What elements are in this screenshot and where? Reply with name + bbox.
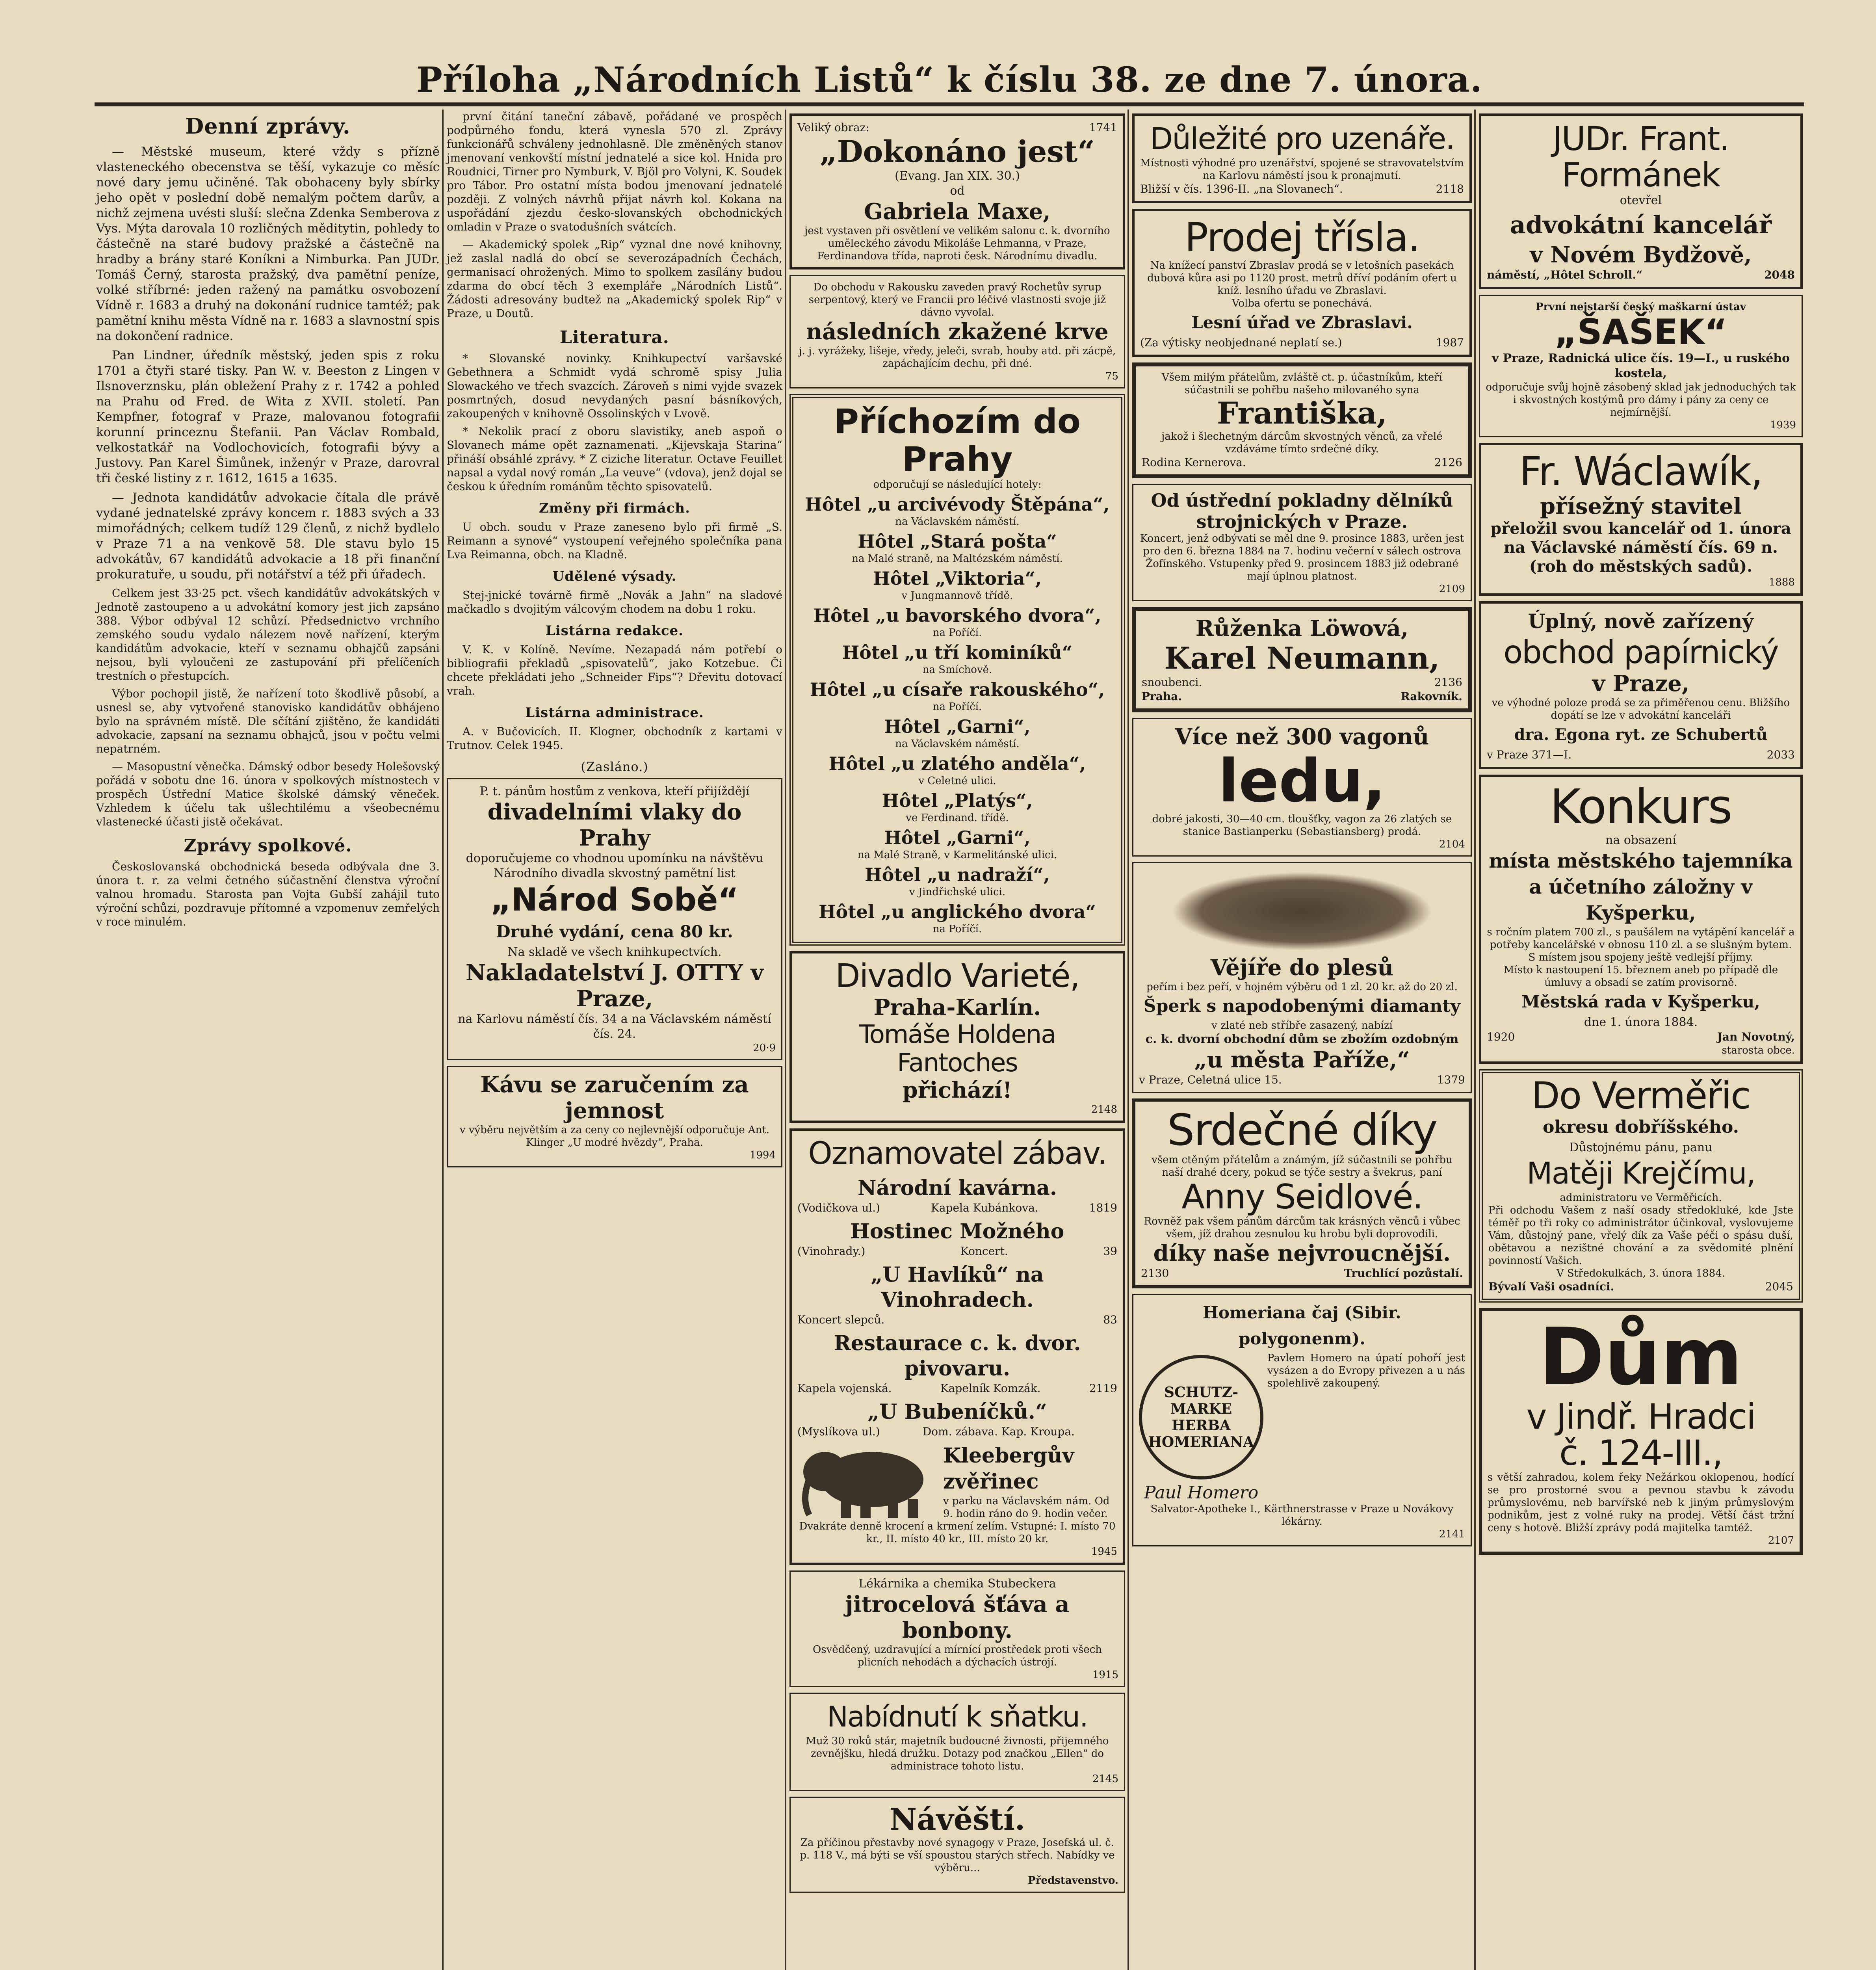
hotel-name: Hôtel „Platýs“, xyxy=(882,790,1033,811)
ad-text: v Praze, Celetná ulice 15. xyxy=(1139,1073,1282,1086)
article-paragraph: — Akademický spolek „Rip“ vyznal dne nové knihovny, jež zaslal nadlá do obcí se severozápadních Čechách, germanisací ohrožených. Mimo to spolkem zasílány budou zdarma do obcí těch 3 exempláře „Národních Listů“. Žádosti adresovány budtež na „Akademický spolek Rip“ v Praze, u Doutů. xyxy=(447,238,782,320)
article-paragraph: * Slovanské novinky. Knihkupectví varšavské Gebethnera a Schmidt vydá schromě spisy Julia Slowackého ve třech svazcích. Zároveň s nimi vyjde svazek posmrtných, dosud nevydaných pasní básníkových, zakoupených v knihovně Ossolinských v Lvově. xyxy=(447,352,782,420)
fan-illustration xyxy=(1172,872,1432,951)
article-paragraph: — Městské museum, které vždy s přízně vlasteneckého obecenstva se těší, vykazuje co měsíc nové dary jemu učiněné. Tak obohaceny byly sbírky jeho opět v poslední době nemalým počtem darův, a nichž zejmena uvésti sluší: slečna Zdenka Semberova z Vys. Mýta darovala 10 rozličných měditytin, pohledy to částečně na staré budovy pražské a částečně na hradby a brány staré Koníkni a Nimburka. Pan JUDr. Tomáš Černý, starosta pražský, dva pamětní peníze, volké stříbrné: jeden ražený na památku osvobození Vídně r. 1683 a druhý na dokonání rudnice tamtéž; pak pamětní knihu města Vídně na r. 1683 a slavnostní spis na dokončení radnice. xyxy=(96,145,440,343)
hotel-name: Hôtel „Garni“, xyxy=(884,716,1031,737)
ad-text: dobré jakosti, 30—40 cm. tloušťky, vagon za 26 zlatých se stanice Bastianperku (Sebastiansberg) prodá. xyxy=(1152,813,1452,838)
venue-name: Národní kavárna. xyxy=(858,1176,1057,1200)
ad-number: 2141 xyxy=(1439,1528,1465,1540)
ad-dik-frantisek xyxy=(1132,362,1472,478)
ad-sirup xyxy=(789,275,1125,388)
ad-number: 1741 xyxy=(1089,121,1117,134)
venue-num: 83 xyxy=(1103,1313,1117,1326)
ad-variete xyxy=(789,951,1125,1123)
venue-left: Kapela vojenská. xyxy=(797,1382,892,1395)
ad-sasek xyxy=(1479,295,1803,437)
ad-number: 2126 xyxy=(1434,456,1462,469)
venue-right: Kapela Kubánkova. xyxy=(931,1201,1038,1214)
ad-uzenar xyxy=(1132,113,1472,203)
ad-text: Praha-Karlín. xyxy=(873,994,1041,1020)
ad-text: Místnosti výhodné pro uzenářství, spojené se stravovatelstvím na Karlovu náměstí jsou k pronajmutí. xyxy=(1140,157,1464,182)
venue-left: (Vinohrady.) xyxy=(797,1245,866,1258)
hotel-name: Hôtel „u tří kominíků“ xyxy=(842,642,1073,663)
ad-number: 1915 xyxy=(1092,1669,1118,1681)
ad-text: Místo k nastoupení 15. březnem aneb po případě dle úmluvy a obsadí se zatím provisorně. xyxy=(1503,964,1778,989)
ad-text: (Za výtisky neobjednané neplatí se.) xyxy=(1140,336,1342,349)
ad-zasnubeni xyxy=(1132,607,1472,712)
zaslano-label: (Zasláno.) xyxy=(581,759,648,774)
ad-text: Rodina Kernerova. xyxy=(1142,456,1246,469)
article-paragraph: první čitání taneční zábavě, pořádané ve prospěch podpůrného fondu, která vynesla 570 zl. Zprávy funkcionářů schváleny jednohlasně. Dle změněných stanov jmenovaní venkovští místní jednatelé a sice kol. Hnida pro Roudnici, Tirner pro Nymburk, V. Bjöl pro Volyni, K. Soudek pro Tábor. Pro ostatní místa bodou jmenovaní jednatelé později. Z volných návrhů přijat návrh kol. Kokana na uspořádání zjezdu česko-slovanských obchodnických omladin v Praze o svatodušních svátcích. xyxy=(447,110,782,233)
column-rule xyxy=(1474,110,1476,1970)
ad-text: Druhé vydání, cena 80 kr. xyxy=(496,922,733,941)
venue-details xyxy=(797,1313,1117,1327)
column-rule xyxy=(785,110,786,1970)
hotel-name: Hôtel „u bavorského dvora“, xyxy=(813,605,1101,626)
ad-stubecker xyxy=(789,1570,1125,1687)
ad-text: jakož i šlechetným dárcům skvostných věnců, za vřelé vzdáváme tímto srdečné díky. xyxy=(1161,431,1443,455)
section-heading: Listárna redakce. xyxy=(545,623,684,639)
article-paragraph: Celkem jest 33·25 pct. všech kandidátův advokátských v Jednotě zastoupeno a u advokátní komory jest jich zapsáno 388. Výbor odbýval 12 schůzí. Předsednictvo vrchního zemského soudu vydalo nálezem nově nařízení, kterým kandidátům advokacie, kteří v seznamu obhajčů zapsáni nejsou, byli vyloučeni ze zastupování při přelíčeních trestních o přestupcích. xyxy=(96,587,440,682)
hotel-address: v Celetné ulici. xyxy=(918,775,996,787)
ad-headline: Homeriana čaj (Sibir. polygonenm). xyxy=(1203,1303,1401,1348)
ad-text: j. j. vyrážeky, lišeje, vředy, jeleči, svrab, houby atd. při zácpě, zapáchajícím dechu, při dné. xyxy=(799,345,1116,370)
ad-waclawik xyxy=(1479,443,1803,596)
hotel-address: na Václavském náměstí. xyxy=(895,738,1020,750)
ad-oznamovatel xyxy=(789,1128,1125,1565)
ad-headline: „u města Paříže,“ xyxy=(1194,1047,1410,1073)
ad-headline: přichází! xyxy=(902,1077,1012,1103)
venue-details xyxy=(797,1381,1117,1396)
ad-headline: advokátní kancelář xyxy=(1510,210,1772,239)
section-heading: Zprávy spolkové. xyxy=(184,836,352,856)
ad-number: 1920 xyxy=(1487,1030,1515,1043)
venue-name: „U Havlíků“ na Vinohradech. xyxy=(871,1263,1044,1312)
section-heading: Denní zprávy. xyxy=(185,113,351,139)
venue-left: Koncert slepců. xyxy=(797,1313,885,1326)
ad-headline: Konkurs xyxy=(1550,780,1732,834)
ad-konkurs xyxy=(1479,775,1803,1064)
article-paragraph: U obch. soudu v Praze zaneseno bylo při firmě „S. Reimann a synové“ vystoupení veřejného společníka pana Lva Reimanna, obch. na Kladně. xyxy=(447,520,782,561)
article-paragraph: V. K. v Kolíně. Nevíme. Nezapadá nám potřebí o bibliografii překladů „spisovatelů“, jako Kotzebue. Či chcete překládati jeho „Schneider Fips“? Dřevitu dotovací vrah. xyxy=(447,643,782,697)
venue-name: Restaurace c. k. dvor. pivovaru. xyxy=(834,1331,1081,1381)
ad-pokladna xyxy=(1132,484,1472,601)
ad-text: Rakovník. xyxy=(1400,690,1462,703)
ad-text: Bližší v čís. 1396-II. „na Slovanech“. xyxy=(1140,182,1343,195)
ad-text: v Praze, Radnická ulice čís. 19—I., u ruského kostela, xyxy=(1492,351,1790,380)
ad-text: Lékárnika a chemika Stubeckera xyxy=(858,1577,1056,1591)
ad-headline: Růženka Löwová, xyxy=(1195,615,1409,641)
ad-number: 2104 xyxy=(1439,838,1465,850)
hotel-address: na Poříčí. xyxy=(932,701,982,713)
hotel-address: ve Ferdinand. třídě. xyxy=(906,812,1009,824)
ad-text: Bývalí Vaši osadníci. xyxy=(1488,1280,1614,1293)
ad-text: Muž 30 roků stár, majetník budoucné živnosti, přijemného zevnějšku, hledá družku. Dotazy pod značkou „Ellen“ do administrace tohoto listu. xyxy=(806,1735,1109,1772)
ad-headline: Prodej třísla. xyxy=(1184,214,1420,260)
ad-text: v parku na Václavském nám. Od 9. hodin ráno do 9. hodin večer. xyxy=(943,1495,1110,1520)
article-paragraph: * Nekolik prací z oboru slavistiky, aneb aspoň o Slovanech máme opět zaznamenati. „Kijevskaja Starina“ přináší obsáhlé zprávy. * Z ciziche literatur. Octave Feuillet napsal a vydal nový román „La veuve“ (vdova), jenž dojal se českou k úředním románům těchto spisovatelů. xyxy=(447,425,782,493)
venue-list xyxy=(797,1176,1117,1439)
venue-left: (Myslíkova ul.) xyxy=(797,1425,880,1438)
ad-text: Na knížecí panství Zbraslav prodá se v letošních pasekách dubová kůra asi po 1120 prost. metrů dříví podáním ofert u kníž. lesního úřadu ve Zbraslavi. xyxy=(1147,260,1457,297)
section-heading: Listárna administrace. xyxy=(525,705,704,721)
ad-number: 2045 xyxy=(1765,1280,1793,1293)
ad-led xyxy=(1132,718,1472,857)
ad-text: doporučujeme co vhodnou upomínku na návštěvu Národního divadla skvostný pamětní list xyxy=(466,851,763,880)
ad-text: dne 1. února 1884. xyxy=(1584,1015,1698,1029)
ad-headline: Důležité pro uzenáře. xyxy=(1150,121,1454,156)
ad-text: Pavlem Homero na úpatí pohoří jest vysázen a do Evropy přivezen a u nás spolehlivě zakoupený. xyxy=(1267,1352,1465,1389)
ad-snatek xyxy=(789,1693,1125,1791)
section-heading: Změny při firmách. xyxy=(539,500,690,516)
ad-text: Osvědčený, uzdravující a mírnící prostředek proti všech plicních nehodách a dýchacích ústrojí. xyxy=(812,1644,1102,1668)
ad-text: odporučuje svůj hojně zásobený sklad jak jednoduchých tak i skvostných kostýmů pro dámy i pány za ceny ce nejmírnější. xyxy=(1486,381,1796,418)
ad-headline: Divadlo Varieté, xyxy=(835,957,1079,995)
ad-number: 1379 xyxy=(1437,1073,1465,1086)
hotel-name: Hôtel „u nadraží“, xyxy=(865,864,1050,885)
ad-text: Dvakráte denně krocení a krmení zelím. Vstupné: I. místo 70 kr., II. místo 40 kr., III. místo 20 kr. xyxy=(799,1520,1116,1545)
ad-text: ve výhodné poloze prodá se za přiměřenou cenu. Bližšího dopátí se lze v advokátní kanceláři xyxy=(1492,697,1790,721)
venue-num: 39 xyxy=(1103,1245,1117,1258)
article-paragraph: A. v Bučovicích. II. Klogner, obchodník z kartami v Trutnov. Celek 1945. xyxy=(447,725,782,752)
ad-number: 1939 xyxy=(1770,419,1796,431)
ad-text: Volba ofertu se ponechává. xyxy=(1231,297,1372,309)
ad-headline: přeložil svou kancelář od 1. února na Václavské náměstí čís. 69 n. (roh do městských sadů). xyxy=(1490,519,1791,576)
ad-prichozim xyxy=(789,394,1125,946)
ad-vermeric xyxy=(1479,1069,1803,1303)
ad-headline: Matěji Krejčímu, xyxy=(1527,1156,1755,1191)
column-ads-hotels xyxy=(788,110,1127,1970)
article-paragraph: Výbor pochopil jistě, že nařízení toto škodlivě působí, a usnesl se, aby vytvořené stanovisko kandidátův obhájeno bylo na správném místě. Dle sčítání zjištěno, že kandidáti advokacie, zapsaní na seznamu obhajců, jsou v počtu velmi nepatrném. xyxy=(96,687,440,755)
ad-number: 2033 xyxy=(1766,748,1795,761)
ad-text: odporučují se následující hotely: xyxy=(873,479,1042,491)
article-paragraph: Českoslovanská obchodnická beseda odbývala dne 3. února t. r. za velmi četného súčastnění členstva výroční valnou hromadu. Starosta pan Vojta Gubší zahájil tuto výroční schůzi, pozdravuje přítomné a vzpomenuv zemřelých v roce minulém. xyxy=(96,860,440,928)
hotel-name: Hôtel „Stará pošta“ xyxy=(858,531,1057,552)
ad-text: přísežný stavitel xyxy=(1540,493,1742,519)
ad-text: Do obchodu v Rakousku zaveden pravý Rochetův syrup serpentový, který ve Francii pro léčivé vlastnosti svoje již dávno vyvolal. xyxy=(808,281,1106,318)
ad-number: 1987 xyxy=(1436,336,1464,349)
ad-headline: Lesní úřad ve Zbraslavi. xyxy=(1191,313,1413,332)
ad-headline: Nakladatelství J. OTTY v Praze, xyxy=(465,960,764,1012)
ad-text: Praha. xyxy=(1142,690,1182,703)
ad-text: První nejstarší český maškarní ústav xyxy=(1536,301,1746,313)
hotel-list xyxy=(799,493,1116,935)
ad-text: administratoru ve Verměřicích. xyxy=(1560,1192,1722,1204)
ad-text: Truchlící pozůstalí. xyxy=(1344,1267,1463,1280)
ad-text: v Praze 371—I. xyxy=(1487,748,1572,761)
ad-headline: Fr. Wáclawík, xyxy=(1519,448,1763,494)
ad-number: 75 xyxy=(1105,370,1118,382)
ad-headline: následních zkažené krve xyxy=(806,319,1109,345)
hotel-name: Hôtel „Viktoria“, xyxy=(873,568,1042,589)
article-paragraph: — Masopustní věnečka. Dámský odbor besedy Holešovský pořádá v sobotu dne 16. února v spolkových místnostech v prospěch Ústřední Matice školské dámský věneček. Vzhledem k účelu tak ušlechtilému a všeobecnému vlastenecké účasti jistě očekávat. xyxy=(96,760,440,828)
ad-headline: JUDr. Frant. Formánek xyxy=(1552,119,1729,194)
hotel-name: Hôtel „u arcivévody Štěpána“, xyxy=(805,494,1110,515)
ad-text: okresu dobříšského. xyxy=(1543,1117,1739,1137)
ad-headline: divadelními vlaky do Prahy xyxy=(487,799,742,851)
ad-text: Všem milým přátelům, zvláště ct. p. účastníkům, kteří súčastnili se pohřbu našeho milovaného syna xyxy=(1161,372,1442,396)
ad-text: náměstí, „Hôtel Schroll.“ xyxy=(1487,268,1643,281)
ad-headline: „Dokonáno jest“ xyxy=(819,134,1095,169)
hotel-name: Hôtel „u anglického dvora“ xyxy=(819,901,1096,922)
ad-headline: Kávu se zaručením za jemnost xyxy=(480,1072,749,1124)
hotel-address: na Malé straně, na Maltézském náměstí. xyxy=(852,553,1063,565)
ad-text: otevřel xyxy=(1620,193,1662,207)
ad-headline: ledu, xyxy=(1218,747,1386,816)
section-heading: Udělené výsady. xyxy=(552,569,677,584)
article-paragraph: — Jednota kandidátův advokacie čítala dle právě vydané jednatelské zprávy koncem r. 1883 svých a 33 mimořádných; celkem tudíž 129 členů, z nichž bydlelo v Praze 71 a na venkově 58. Dle stavu bylo 15 advokátův, 67 kandidátů advokacie a 18 při finanční prokuratuře, u soudu, při notářství a též při úřadech. xyxy=(96,491,440,582)
ad-text: snoubenci. xyxy=(1142,676,1202,689)
ad-number: 2145 xyxy=(1092,1773,1118,1785)
hotel-address: v Jungmannově třídě. xyxy=(901,590,1013,602)
venue-left: (Vodičkova ul.) xyxy=(797,1201,880,1214)
ad-headline: Františka, xyxy=(1217,396,1387,431)
ad-dokonano xyxy=(789,113,1125,269)
ad-headline: v Praze, xyxy=(1592,671,1690,697)
ad-number: 1945 xyxy=(1091,1546,1117,1557)
ad-headline: Vějíře do plesů xyxy=(1210,955,1394,981)
ad-headline: Karel Neumann, xyxy=(1164,641,1440,676)
ad-headline: místa městského tajemníka a účetního záložny v Kyšperku, xyxy=(1489,849,1793,924)
venue-name: Hostinec Možného xyxy=(850,1219,1064,1243)
ad-number: 2109 xyxy=(1439,583,1465,595)
ad-text: (Evang. Jan XIX. 30.) xyxy=(895,169,1020,183)
ad-number: 20·9 xyxy=(753,1042,776,1054)
ad-headline: Oznamovatel zábav. xyxy=(808,1136,1107,1171)
ad-headline: „ŠAŠEK“ xyxy=(1554,312,1727,352)
ad-text: na obsazení xyxy=(1605,833,1676,847)
ad-formanek xyxy=(1479,113,1803,289)
ad-kava xyxy=(447,1066,782,1167)
hotel-name: Hôtel „Garni“, xyxy=(884,827,1031,848)
ad-headline: Dům xyxy=(1539,1311,1743,1403)
ad-text: od xyxy=(950,184,965,198)
ad-text: s větší zahradou, kolem řeky Nežárkou oklopenou, hodící se pro prostorné svou a pevnou stavbu k závodu průmyslovému, neb barvířské neb k jiným průmyslovým podnikům, jest z volné ruky na prodej. Větší část tržní ceny s hotově. Bližší zprávy podá majitelka tamtéž. xyxy=(1488,1472,1794,1534)
ad-text: Jan Novotný, xyxy=(1717,1030,1795,1043)
hotel-address: na Poříčí. xyxy=(932,923,982,935)
venue-details xyxy=(797,1425,1117,1439)
ad-text: Při odchodu Vašem z naší osady středokluké, kde Jste téměř po tři roky co administrátor účinkoval, vyslovujeme Vám, důstojný pane, vřelý dík za Vaše péči o spásu duší, obětavou a nezištné chování a za svědomité plnění povinností Vašich. xyxy=(1488,1204,1793,1267)
ad-headline: Srdečné díky xyxy=(1167,1105,1437,1155)
ad-text: starosta obce. xyxy=(1722,1044,1795,1056)
column-daily-news xyxy=(95,110,441,1970)
ad-text: V Středokulkách, 3. února 1884. xyxy=(1556,1267,1726,1279)
ad-text: Veliký obraz: xyxy=(797,121,869,134)
ad-headline: Kleebergův zvěřinec xyxy=(943,1444,1074,1494)
ad-text: Salvator-Apotheke I., Kärthnerstrasse v Praze u Novákovy lékárny. xyxy=(1150,1503,1454,1528)
ad-srdecne-diky xyxy=(1132,1098,1472,1288)
ad-headline: Do Verměřic xyxy=(1531,1074,1750,1117)
ad-number: 1994 xyxy=(749,1149,776,1161)
ad-headline: obchod papírnický xyxy=(1503,634,1778,671)
ad-text: všem ctěným přátelům a známým, jíž súčastnili se pohřbu naší drahé dcery, pokud se týče sestry a švekrus, paní xyxy=(1152,1154,1453,1178)
venue-right: Dom. zábava. Kap. Kroupa. xyxy=(922,1425,1075,1438)
ad-text: Rovněž pak všem pánům dárcům tak krásných věnců i vůbec všem, jíž drahou zesnulou ku hrobu byli doprovodili. xyxy=(1144,1215,1460,1240)
ad-number: 2118 xyxy=(1436,182,1464,195)
ad-headline: dra. Egona ryt. ze Schubertů xyxy=(1514,725,1768,744)
ad-text: na Karlovu náměstí čís. 34 a na Václavském náměstí čís. 24. xyxy=(458,1012,771,1041)
ad-text: Důstojnému pánu, panu xyxy=(1569,1141,1713,1154)
ad-headline: v Novém Bydžově, xyxy=(1530,242,1752,268)
ad-headline: Anny Seidlové. xyxy=(1181,1177,1423,1217)
ad-number: 2130 xyxy=(1141,1267,1169,1280)
hotel-name: Hôtel „u zlatého anděla“, xyxy=(828,753,1086,774)
ad-headline: č. 124-III., xyxy=(1559,1433,1722,1473)
ad-headline: Šperk s napodobenými diamanty xyxy=(1143,996,1461,1016)
ad-headline: Tomáše Holdena Fantoches xyxy=(859,1020,1056,1078)
ad-text: Představenstvo. xyxy=(1028,1875,1118,1886)
article-paragraph: Stej-jnické továrně firmě „Novák a Jahn“ na sladové mačkadlo s dvojitým válcovým chodem na dobu 1 roku. xyxy=(447,589,782,615)
ad-trisla xyxy=(1132,209,1472,357)
ad-number: 2136 xyxy=(1434,676,1462,689)
ad-number: 2107 xyxy=(1768,1535,1794,1546)
venue-details xyxy=(797,1201,1117,1215)
column-news-literature xyxy=(445,110,784,1970)
ad-text: s ročním platem 700 zl., s paušálem na vytápění kancelář a potřeby kancelářské v obnosu 110 zl. a se slušným bytem. S místem jsou spojeny ještě vedlejší příjmy. xyxy=(1487,926,1795,963)
ad-homeriana xyxy=(1132,1294,1472,1546)
ad-number: 2148 xyxy=(1091,1104,1117,1115)
ad-text: Na skladě ve všech knihkupectvích. xyxy=(507,945,722,959)
elephant-illustration xyxy=(797,1444,939,1519)
article-paragraph: Pan Lindner, úředník městský, jeden spis z roku 1701 a čtyři staré tisky. Pan W. v. Beeston z Lingen v Ilsnoverznsku, plán obležení Prahy z r. 1742 a pohled na Prahu od Fred. de Wita z XVII. století. Pan Kempfner, fotograf v Praze, malovanou fotografii korunní princeznu Štefanii. Pan Václav Rombald, velkostatkář na Vodlochovicích, fotografii bývy a Justovy. Pan Karel Šimůnek, inženýr v Praze, darovral tři české listiny z r. 1612, 1615 a 1635. xyxy=(96,348,440,485)
signature: Paul Homero xyxy=(1144,1483,1259,1503)
ad-text: Úplný, nově zařízený xyxy=(1528,610,1754,633)
ad-number: 2048 xyxy=(1764,268,1795,281)
ad-text: jest vystaven při osvětlení ve velikém salonu c. k. dvorního uměleckého závodu Mikoláše Lehmanna, v Praze, Ferdinandova třída, naproti česk. Národnímu divadlu. xyxy=(804,225,1110,262)
column-ads-notices xyxy=(1131,110,1473,1970)
ad-dum xyxy=(1479,1308,1803,1555)
hotel-address: na Václavském náměstí. xyxy=(895,516,1020,528)
ad-headline: Příchozím do Prahy xyxy=(834,402,1081,479)
hotel-address: na Smíchově. xyxy=(922,664,992,676)
ad-text: c. k. dvorní obchodní dům se zbožím ozdobným xyxy=(1145,1032,1459,1046)
ad-text: Koncert, jenž odbývati se měl dne 9. prosince 1883, určen jest pro den 6. března 1884 na 7. hodinu večerní v sálech ostrova Žofínského. Vstupenky před 9. prosincem 1883 již odebrané mají úplnou platnost. xyxy=(1140,533,1464,582)
venue-right: Koncert. xyxy=(960,1245,1008,1258)
ad-headline: Návěští. xyxy=(889,1802,1025,1837)
ad-headline: Městská rada v Kyšperku, xyxy=(1521,992,1760,1011)
trademark-badge: SCHUTZ-MARKE HERBA HOMERIANA xyxy=(1139,1355,1263,1479)
venue-num: 1819 xyxy=(1089,1201,1117,1214)
masthead: Příloha „Národních Listů“ k číslu 38. ze dne 7. února. xyxy=(95,59,1804,106)
ad-headline: Nabídnutí k sňatku. xyxy=(827,1700,1088,1733)
venue-details xyxy=(797,1244,1117,1258)
column-rule xyxy=(442,110,444,1970)
venue-name: „U Bubeníčků.“ xyxy=(867,1400,1047,1424)
ad-text: P. t. pánům hostům z venkova, kteří přijíždějí xyxy=(479,784,750,798)
column-notices-right xyxy=(1477,110,1804,1970)
column-rule xyxy=(1127,110,1129,1970)
hotel-name: Hôtel „u císaře rakouského“, xyxy=(810,679,1105,700)
ad-papirnicky xyxy=(1479,601,1803,769)
ad-headline: Gabriela Maxe, xyxy=(864,199,1051,225)
hotel-address: na Malé Straně, v Karmelitánské ulici. xyxy=(857,849,1057,861)
ad-vejire xyxy=(1132,862,1472,1093)
venue-num: 2119 xyxy=(1089,1382,1117,1395)
section-heading: Literatura. xyxy=(560,327,669,348)
ad-headline: jitrocelová šťáva a bonbony. xyxy=(845,1591,1070,1643)
ad-text: Za příčinou přestavby nové synagogy v Praze, Josefská ul. č. p. 118 V., má býti se vší spoustou starých střech. Nabídky ve výběru... xyxy=(800,1837,1115,1874)
ad-headline: díky naše nejvroucnější. xyxy=(1153,1240,1451,1266)
ad-narod-sobe xyxy=(447,778,782,1060)
ad-text: peřím i bez peří, v hojném výběru od 1 zl. 20 kr. až do 20 zl. xyxy=(1146,981,1458,993)
ad-text: v zlaté neb stříbře zasazený, nabízí xyxy=(1211,1020,1393,1031)
ad-number: 1888 xyxy=(1768,576,1795,588)
ad-headline: Od ústřední pokladny dělníků strojnických v Praze. xyxy=(1151,490,1453,532)
ad-headline: v Jindř. Hradci xyxy=(1526,1396,1755,1437)
ad-navesti xyxy=(789,1797,1125,1893)
ad-text: v výběru největším a za ceny co nejlevnější odporučuje Ant. Klinger „U modré hvězdy“, Praha. xyxy=(459,1124,770,1149)
venue-right: Kapelník Komzák. xyxy=(940,1382,1041,1395)
ad-headline: „Národ Sobě“ xyxy=(490,881,739,918)
hotel-address: v Jindřichské ulici. xyxy=(909,886,1006,898)
ad-headline: Více než 300 vagonů xyxy=(1175,724,1429,750)
hotel-address: na Poříčí. xyxy=(932,627,982,639)
